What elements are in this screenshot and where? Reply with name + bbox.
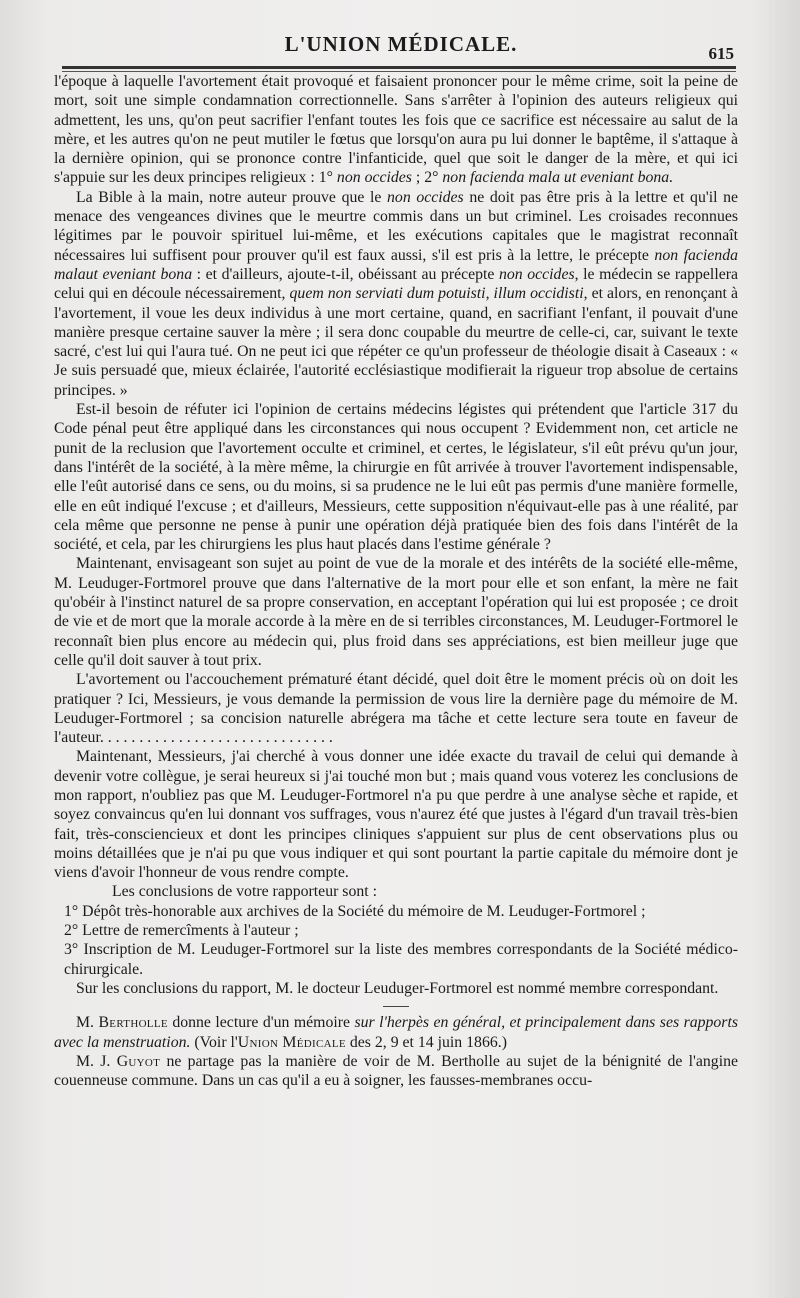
paragraph: [54, 670, 738, 747]
conclusion-item: [54, 902, 738, 921]
text-run: , et alors, en renonçant à l'avortement, il voue les deux individus à une mort certaine, quand, en sacrifiant l'enfant, il pouvait d'une manière presque certaine sauver la mère ; il sera donc coupable du meurtre de celle-ci, car, suivant le texte sacré, c'est lui qui l'aura tué. On ne peut ici que répéter ce qu'un professeur de théologie disait à Caseaux : « Je suis persuadé que, mieux éclairée, l'autorité ecclésiastique modifierait la rigueur trop absolue de certains principes. »: [54, 285, 738, 399]
small-caps-text: Union Médicale: [237, 1033, 346, 1051]
text-run: 1° Dépôt très-honorable aux archives de la Société du mémoire de M. Leuduger-Fortmorel ;: [64, 902, 646, 920]
paragraph: [54, 554, 738, 670]
paragraph: [54, 1052, 738, 1091]
text-run: , le médecin se rappellera celui qui en découle nécessairement,: [54, 265, 738, 303]
paragraph: [54, 979, 738, 998]
conclusion-item: [54, 921, 738, 940]
page-header: [62, 32, 740, 64]
paragraph: [54, 1013, 738, 1052]
italic-text: non occides: [387, 188, 464, 206]
paragraph: [54, 882, 738, 901]
text-run: Maintenant, envisageant son sujet au point de vue de la morale et des intérêts de la société elle-même, M. Leuduger-Fortmorel prouve que dans l'alternative de la mort pour elle et son enfant, la mère ne fait qu'obéir à l'instinct naturel de sa propre conservation, en acceptant l'opération qui lui est proposée ; ce droit de vie et de mort que la morale accorde à la mère en de si terribles circonstances, M. Leuduger-Fortmorel le reconnaît bien plus encore au médecin qui, plus froid dans ses appréciations, est bien meilleur juge que celle qu'il doit sauver à tout prix.: [54, 555, 738, 669]
text-run: ; 2°: [411, 169, 443, 187]
small-caps-text: Guyot: [116, 1052, 161, 1070]
paragraph: [54, 72, 738, 188]
text-run: ne partage pas la manière de voir de M. Bertholle au sujet de la bénignité de l'angine couenneuse commune. Dans un cas qu'il a eu à soigner, les fausses-membranes occu-: [54, 1052, 738, 1090]
text-run: (Voir l': [190, 1033, 238, 1051]
text-run: Maintenant, Messieurs, j'ai cherché à vous donner une idée exacte du travail de celui qui demande à devenir votre collègue, je serai heureux si j'ai touché mon but ; mais quand vous voterez les conclusions de mon rapport, n'oubliez pas que M. Leuduger-Fortmorel n'a pu que perdre à une analyse sèche et rapide, et soyez convaincus qu'en lui donnant vos suffrages, vous n'aurez été que justes à l'égard d'un travail très-bien fait, très-consciencieux et dont les principes cliniques s'appuient sur plus de cent observations plus ou moins détaillées que je n'ai pu que vous indiquer et qui sont pourtant la partie capitale du mémoire dont je viens d'avoir l'honneur de vous rendre compte.: [54, 748, 738, 882]
text-run: 3° Inscription de M. Leuduger-Fortmorel sur la liste des membres correspondants de la Société médico-chirurgicale.: [64, 941, 738, 978]
italic-text: non occides: [498, 265, 575, 283]
conclusion-item: [54, 940, 738, 979]
italic-text: quem non serviati dum potuisti, illum occidisti: [289, 285, 584, 303]
running-title: L'UNION MÉDICALE.: [284, 32, 518, 56]
text-run: : et d'ailleurs, ajoute-t-il, obéissant au précepte: [192, 265, 499, 283]
paragraph: [54, 747, 738, 882]
text-run: des 2, 9 et 14 juin 1866.): [345, 1033, 507, 1051]
text-run: Est-il besoin de réfuter ici l'opinion de certains médecins légistes qui prétendent que l'article 317 du Code pénal peut être appliqué dans les circonstances qui nous occupent ? Evidemment non, cet article ne punit de la reclusion que l'avortement occulte et criminel, et certes, le législateur, s'il eût prévu qu'un jour, dans l'intérêt de la société, à la mère même, la chirurgie en fût arrivée à trouver l'avortement indispensable, elle l'eût autorisé dans ce sens, ou du moins, si sa prudence ne le lui eût pas permis d'une manière formelle, elle en eût indiqué l'excuse ; et d'ailleurs, Messieurs, cette supposition n'équivaut-elle pas à une réalité, par cela même que personne ne pense à punir une opération déjà pratiquée bien des fois dans l'intérêt de la société, et cela, par les chirurgiens les plus haut placés dans l'estime générale ?: [54, 401, 738, 554]
paragraph: [54, 400, 738, 554]
italic-text: sur l'herpès en général, et principalement dans ses rapports avec la menstruation.: [54, 1014, 738, 1051]
body-text: [54, 72, 738, 1090]
small-caps-text: Bertholle: [98, 1014, 168, 1032]
text-run: L'avortement ou l'accouchement prématuré étant décidé, quel doit être le moment précis où on doit les pratiquer ? Ici, Messieurs, je vous demande la permission de vous lire la dernière page du mémoire de M. Leuduger-Fortmorel ; sa concision naturelle abrégera ma tâche et cette lecture sera toute en faveur de l'auteur. . . . . . . . . . . . . . . . . . . . . . . . . . . . . .: [54, 671, 738, 747]
text-run: La Bible à la main, notre auteur prouve que le: [76, 188, 388, 206]
italic-text: non facienda malaut eveniant bona: [54, 246, 738, 283]
italic-text: non facienda mala ut eveniant bona.: [442, 169, 674, 187]
text-run: ne doit pas être pris à la lettre et qu'il ne menace des vengeances divines que le meurtre commis dans un but criminel. Les croisades reconnues légitimes par le pouvoir spirituel lui-même, et les exécutions capitales que le magistrat reconnaît nécessaires lui suffisent pour prouver qu'il est faux aussi, s'il est pris à la lettre, le précepte: [54, 188, 738, 264]
text-run: l'époque à laquelle l'avortement était provoqué et faisaient prononcer pour le même crime, soit la peine de mort, soit une simple condamnation correctionnelle. Sans s'arrêter à l'opinion des auteurs religieux qui admettent, les uns, qu'on peut sacrifier l'enfant toutes les fois que ce sacrifice est nécessaire au salut de la mère, et les autres qu'on ne peut mutiler le fœtus que lorsqu'on aura pu lui donner le baptême, il s'attaque à la dernière opinion, qui se prononce contre l'infanticide, quel que soit le danger de la mère, et qui ici s'appuie sur les deux principes religieux : 1°: [54, 73, 738, 187]
text-run: donne lecture d'un mémoire: [167, 1014, 355, 1032]
text-run: Sur les conclusions du rapport, M. le docteur Leuduger-Fortmorel est nommé membre correspondant.: [76, 979, 719, 997]
text-run: Les conclusions de votre rapporteur sont :: [112, 883, 377, 901]
paragraph: [54, 188, 738, 400]
italic-text: non occides: [336, 169, 412, 187]
text-run: M.: [76, 1014, 99, 1032]
text-run: 2° Lettre de remercîments à l'auteur ;: [64, 922, 299, 940]
page-number: 615: [708, 44, 734, 63]
text-run: M. J.: [76, 1052, 117, 1070]
section-separator: [383, 1006, 409, 1007]
